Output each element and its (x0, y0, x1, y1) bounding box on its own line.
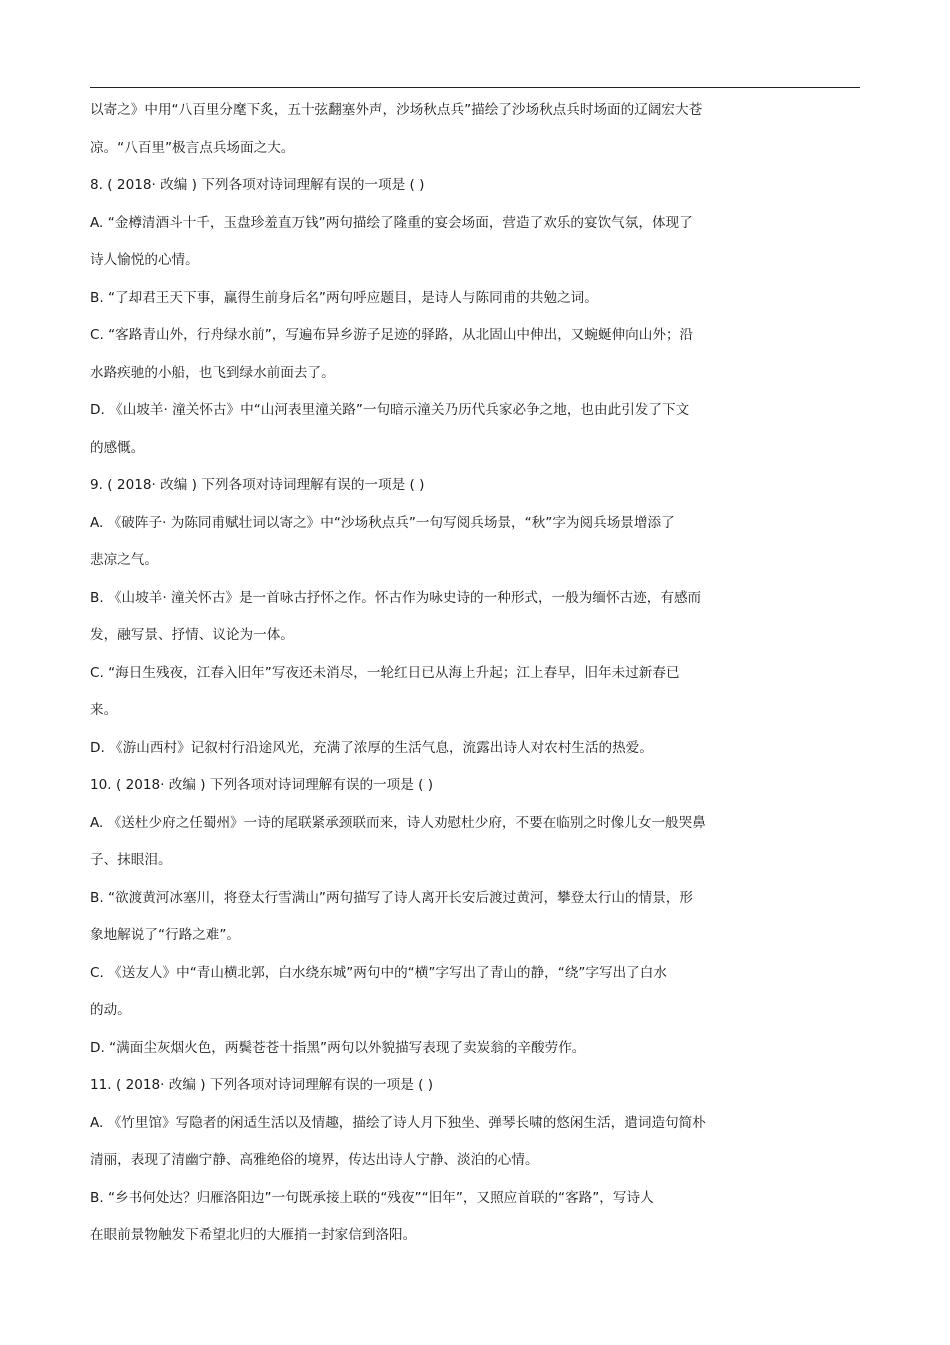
document-body (90, 92, 865, 1255)
text-line: 子、抹眼泪。 (90, 852, 172, 868)
text-line: 诗人愉悦的心情。 (90, 252, 199, 268)
question-9-option-c: C. “海日生残夜，江春入旧年”写夜还未消尽，一轮红日已从海上升起；江上春早，旧年未过新春已 (90, 664, 680, 681)
question-10-option-b: B. “欲渡黄河冰塞川，将登太行雪满山”两句描写了诗人离开长安后渡过黄河，攀登太行山的情景，形 (90, 889, 693, 906)
text-line: 在眼前景物触发下希望北归的大雁捎一封家信到洛阳。 (90, 1227, 417, 1243)
question-8-option-b: B. “了却君王天下事，赢得生前身后名”两句呼应题目，是诗人与陈同甫的共勉之词。 (90, 289, 598, 306)
text-line: 来。 (90, 702, 118, 718)
question-9-stem: 9. ( 2018· 改编 ) 下列各项对诗词理解有误的一项是 ( ) (90, 477, 425, 493)
question-10-option-a: A. 《送杜少府之任蜀州》一诗的尾联紧承颈联而来，诗人劝慰杜少府，不要在临别之时像儿女一般哭鼻 (90, 814, 706, 831)
question-8-option-d: D. 《山坡羊· 潼关怀古》中“山河表里潼关路”一句暗示潼关乃历代兵家必争之地，也由此引发了下文 (90, 402, 690, 418)
question-8-option-a: A. “金樽清酒斗十千，玉盘珍羞直万钱”两句描绘了隆重的宴会场面，营造了欢乐的宴饮气氛，体现了 (90, 214, 693, 231)
text-line: 象地解说了“行路之难”。 (90, 927, 241, 943)
question-11-stem: 11. ( 2018· 改编 ) 下列各项对诗词理解有误的一项是 ( ) (90, 1077, 434, 1093)
question-10-option-d: D. “满面尘灰烟火色，两鬓苍苍十指黑”两句以外貌描写表现了卖炭翁的辛酸劳作。 (90, 1039, 586, 1056)
question-8-stem: 8. ( 2018· 改编 ) 下列各项对诗词理解有误的一项是 ( ) (90, 177, 425, 193)
text-line: 发，融写景、抒情、议论为一体。 (90, 627, 294, 643)
header-rule (90, 87, 860, 88)
question-9-option-b: B. 《山坡羊· 潼关怀古》是一首咏古抒怀之作。怀古作为咏史诗的一种形式，一般为缅怀古迹，有感而 (90, 589, 702, 606)
text-line: 水路疾驰的小船，也飞到绿水前面去了。 (90, 364, 335, 381)
question-8-option-c: C. “客路青山外，行舟绿水前”，写遍布异乡游子足迹的驿路，从北固山中伸出，又蜿蜒伸向山外；沿 (90, 327, 694, 343)
text-line: 的动。 (90, 1002, 131, 1018)
text-line: 清丽，表现了清幽宁静、高雅绝俗的境界，传达出诗人宁静、淡泊的心情。 (90, 1152, 539, 1168)
question-10-stem: 10. ( 2018· 改编 ) 下列各项对诗词理解有误的一项是 ( ) (90, 777, 434, 793)
question-11-option-a: A. 《竹里馆》写隐者的闲适生活以及情趣，描绘了诗人月下独坐、弹琴长啸的悠闲生活，遣词造句简朴 (90, 1114, 706, 1131)
text-line: 悲凉之气。 (90, 552, 158, 568)
question-10-option-c: C. 《送友人》中“青山横北郭，白水绕东城”两句中的“横”字写出了青山的静，“绕”字写出了白水 (90, 964, 667, 981)
text-line: 以寄之》中用“八百里分麾下炙，五十弦翻塞外声，沙场秋点兵”描绘了沙场秋点兵时场面的辽阔宏大苍 (90, 102, 703, 118)
question-11-option-b: B. “乡书何处达？归雁洛阳边”一句既承接上联的“残夜”“旧年”，又照应首联的“客路”，写诗人 (90, 1189, 654, 1206)
text-line: 凉。“八百里”极言点兵场面之大。 (90, 139, 295, 156)
text-line: 的感慨。 (90, 439, 145, 456)
question-9-option-a: A. 《破阵子· 为陈同甫赋壮词以寄之》中“沙场秋点兵”一句写阅兵场景，“秋”字为阅兵场景增添了 (90, 514, 675, 531)
question-9-option-d: D. 《游山西村》记叙村行沿途风光，充满了浓厚的生活气息，流露出诗人对农村生活的热爱。 (90, 739, 653, 756)
